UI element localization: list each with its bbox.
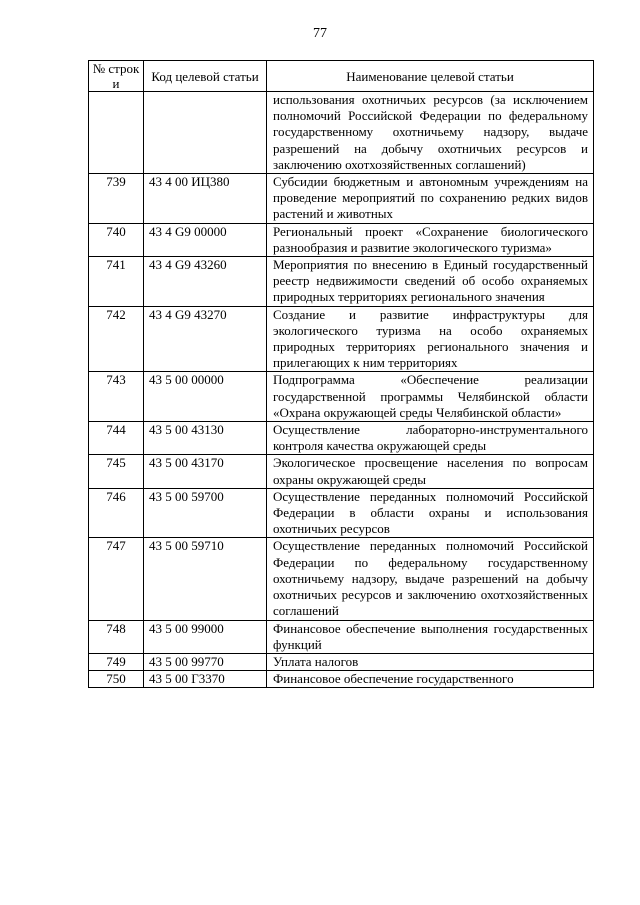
page-number: 77 <box>313 26 327 41</box>
row-number-cell: 747 <box>89 538 144 620</box>
article-code-cell: 43 4 G9 00000 <box>144 223 267 256</box>
article-name-cell: Экологическое просвещение населения по вопросам охраны окружающей среды <box>267 455 594 488</box>
article-name-cell: Подпрограмма «Обеспечение реализации государственной программы Челябинской области «Охрана окружающей среды Челябинской области» <box>267 372 594 422</box>
article-code-cell: 43 4 00 ИЦ380 <box>144 174 267 224</box>
header-article-code: Код целевой статьи <box>144 61 267 92</box>
table-row <box>89 620 594 653</box>
table-row <box>89 223 594 256</box>
row-number-cell: 744 <box>89 422 144 455</box>
article-name-cell: Субсидии бюджетным и автономным учреждениям на проведение мероприятий по сохранению редких видов растений и животных <box>267 174 594 224</box>
article-name-cell: Осуществление переданных полномочий Российской Федерации по федеральному государственному охотничьему надзору, выдаче разрешений на добычу охотничьих ресурсов и заключению охотхозяйственных соглашений <box>267 538 594 620</box>
target-articles-table <box>88 60 594 688</box>
row-number-cell: 745 <box>89 455 144 488</box>
article-name-cell: Осуществление переданных полномочий Российской Федерации в области охраны и использования охотничьих ресурсов <box>267 488 594 538</box>
table-row <box>89 671 594 688</box>
article-code-cell: 43 5 00 43170 <box>144 455 267 488</box>
header-article-name: Наименование целевой статьи <box>267 61 594 92</box>
row-number-cell <box>89 92 144 174</box>
table-row <box>89 306 594 372</box>
row-number-cell: 746 <box>89 488 144 538</box>
article-code-cell: 43 5 00 99000 <box>144 620 267 653</box>
table-row <box>89 372 594 422</box>
table-row <box>89 257 594 307</box>
article-name-cell: Финансовое обеспечение выполнения государственных функций <box>267 620 594 653</box>
article-name-cell: Создание и развитие инфраструктуры для экологического туризма на особо охраняемых природных территориях регионального значения и прилегающих к ним территориях <box>267 306 594 372</box>
row-number-cell: 739 <box>89 174 144 224</box>
table-row <box>89 422 594 455</box>
article-name-cell: Финансовое обеспечение государственного <box>267 671 594 688</box>
row-number-cell: 741 <box>89 257 144 307</box>
article-name-cell: Региональный проект «Сохранение биологического разнообразия и развитие экологического туризма» <box>267 223 594 256</box>
table-row <box>89 538 594 620</box>
row-number-cell: 750 <box>89 671 144 688</box>
article-code-cell: 43 5 00 00000 <box>144 372 267 422</box>
row-number-cell: 748 <box>89 620 144 653</box>
table-header-row <box>89 61 594 92</box>
row-number-cell: 740 <box>89 223 144 256</box>
row-number-cell: 743 <box>89 372 144 422</box>
row-number-cell: 749 <box>89 653 144 670</box>
table-row <box>89 174 594 224</box>
article-code-cell <box>144 92 267 174</box>
article-code-cell: 43 4 G9 43270 <box>144 306 267 372</box>
article-name-cell: Мероприятия по внесению в Единый государственный реестр недвижимости сведений об особо охраняемых природных территориях регионального значения <box>267 257 594 307</box>
table-row <box>89 488 594 538</box>
header-row-number: № строк и <box>89 61 144 92</box>
row-number-cell: 742 <box>89 306 144 372</box>
article-code-cell: 43 5 00 59700 <box>144 488 267 538</box>
table-row <box>89 653 594 670</box>
article-code-cell: 43 5 00 99770 <box>144 653 267 670</box>
table-row <box>89 455 594 488</box>
article-code-cell: 43 5 00 59710 <box>144 538 267 620</box>
article-code-cell: 43 5 00 Г3370 <box>144 671 267 688</box>
article-code-cell: 43 4 G9 43260 <box>144 257 267 307</box>
article-name-cell: Осуществление лабораторно-инструментального контроля качества окружающей среды <box>267 422 594 455</box>
article-name-cell: использования охотничьих ресурсов (за исключением полномочий Российской Федерации по федеральному государственному охотничьему надзору, выдаче разрешений на добычу охотничьих ресурсов и заключению охотхозяйственных соглашений) <box>267 92 594 174</box>
article-code-cell: 43 5 00 43130 <box>144 422 267 455</box>
article-name-cell: Уплата налогов <box>267 653 594 670</box>
table-row <box>89 92 594 174</box>
